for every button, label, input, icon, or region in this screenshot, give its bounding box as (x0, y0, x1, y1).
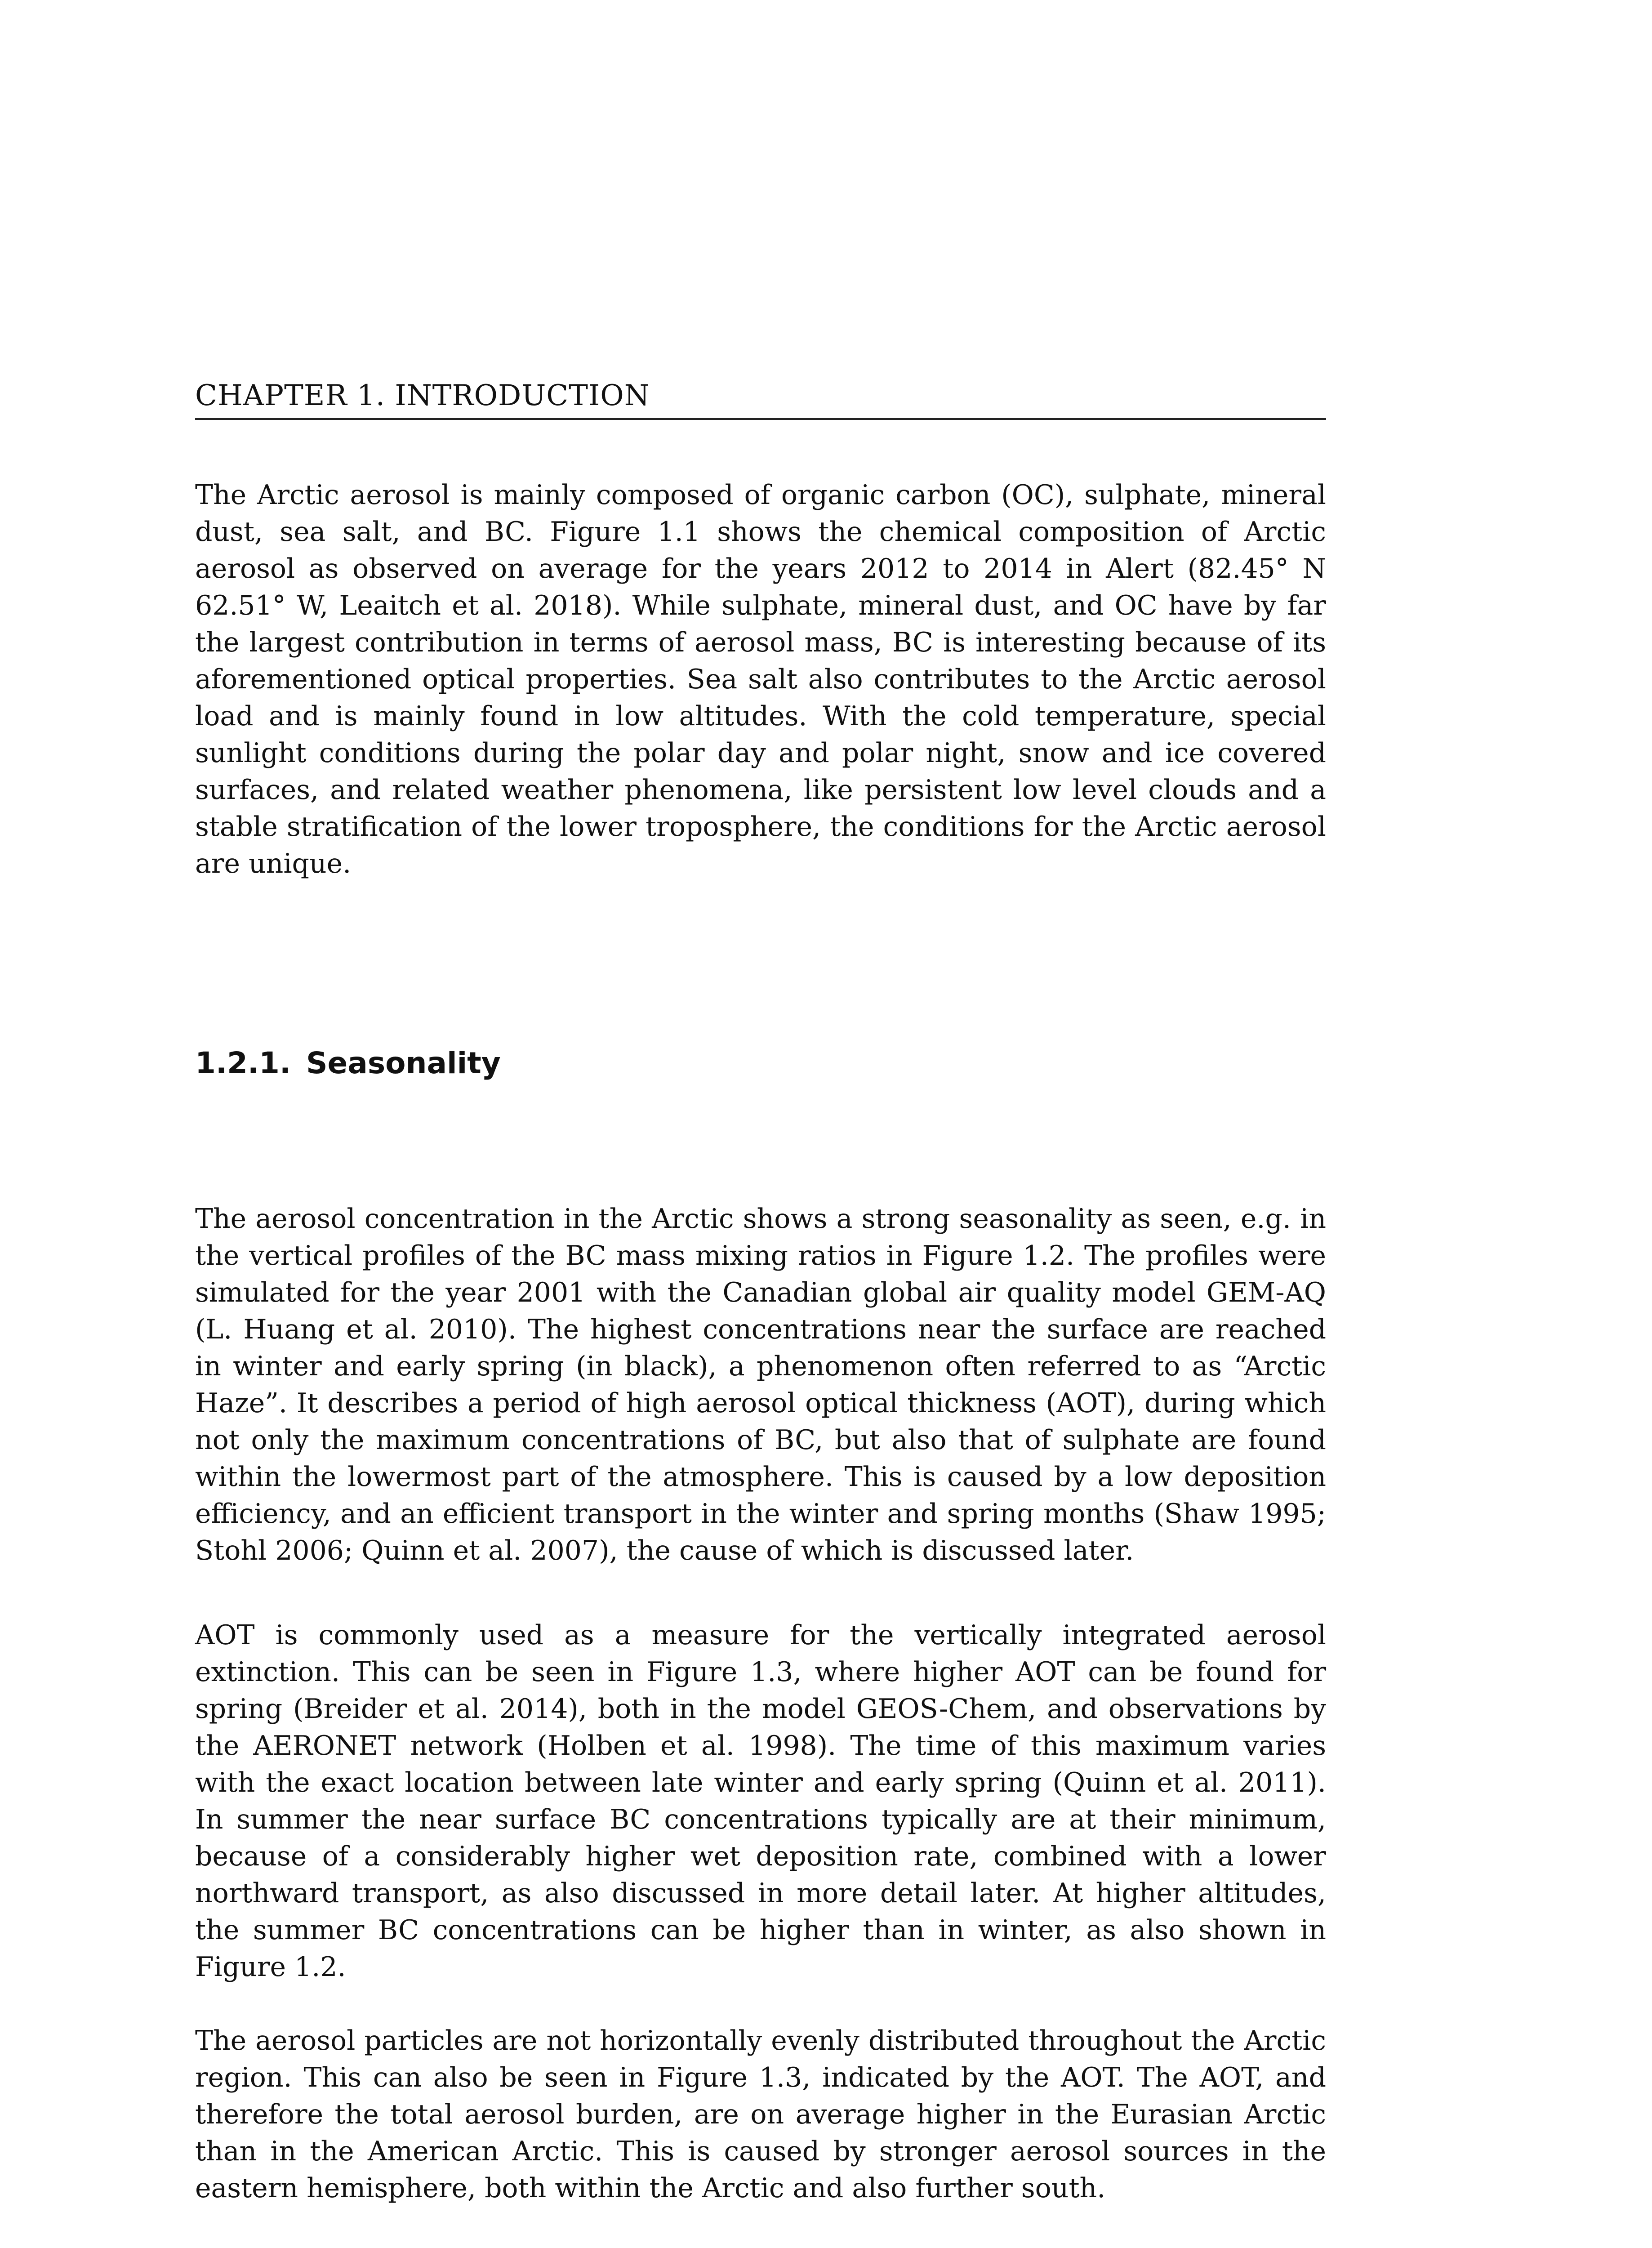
paragraph-arctic-aerosol-composition: The Arctic aerosol is mainly composed of organic carbon (OC), sulphate, mineral dust, sea salt, and BC. Figure 1.1 shows the chemical composition of Arctic aerosol as observed on average for the years 2012 to 2014 in Alert (82.45° N 62.51° W, Leaitch et al. 2018). While sulphate, mineral dust, and OC have by far the largest contribution in terms of aerosol mass, BC is interesting because of its aforementioned optical properties. Sea salt also contributes to the Arctic aerosol load and is mainly found in low altitudes. With the cold temperature, special sunlight conditions during the polar day and polar night, snow and ice covered surfaces, and related weather phenomena, like persistent low level clouds and a stable stratification of the lower troposphere, the conditions for the Arctic aerosol are unique. (195, 479, 1326, 879)
paragraph-horizontal-distribution: The aerosol particles are not horizontally evenly distributed throughout the Arctic region. This can also be seen in Figure 1.3, indicated by the AOT. The AOT, and therefore the total aerosol burden, are on average higher in the Eurasian Arctic than in the American Arctic. This is caused by stronger aerosol sources in the eastern hemisphere, both within the Arctic and also further south. (195, 2025, 1326, 2204)
paragraph-aot: AOT is commonly used as a measure for the vertically integrated aerosol extinction. This can be seen in Figure 1.3, where higher AOT can be found for spring (Breider et al. 2014), both in the model GEOS-Chem, and observations by the AERONET network (Holben et al. 1998). The time of this maximum varies with the exact location between late winter and early spring (Quinn et al. 2011). In summer the near surface BC concentrations typically are at their minimum, because of a considerably higher wet deposition rate, combined with a lower northward transport, as also discussed in more detail later. At higher altitudes, the summer BC concentrations can be higher than in winter, as also shown in Figure 1.2. (195, 1619, 1326, 1983)
header-rule (195, 418, 1326, 420)
running-header: CHAPTER 1. INTRODUCTION (195, 379, 650, 412)
section-title: Seasonality (306, 1046, 501, 1080)
paragraph-seasonality: The aerosol concentration in the Arctic shows a strong seasonality as seen, e.g. in the vertical profiles of the BC mass mixing ratios in Figure 1.2. The profiles were simulated for the year 2001 with the Canadian global air quality model GEM-AQ (L. Huang et al. 2010). The highest concentrations near the surface are reached in winter and early spring (in black), a phenomenon often referred to as “Arctic Haze”. It describes a period of high aerosol optical thickness (AOT), during which not only the maximum concentrations of BC, but also that of sulphate are found within the lowermost part of the atmosphere. This is caused by a low deposition efficiency, and an efficient transport in the winter and spring months (Shaw 1995; Stohl 2006; Quinn et al. 2007), the cause of which is discussed later. (195, 1203, 1326, 1566)
section-number: 1.2.1. (195, 1046, 291, 1080)
section-heading (195, 1043, 1326, 1084)
